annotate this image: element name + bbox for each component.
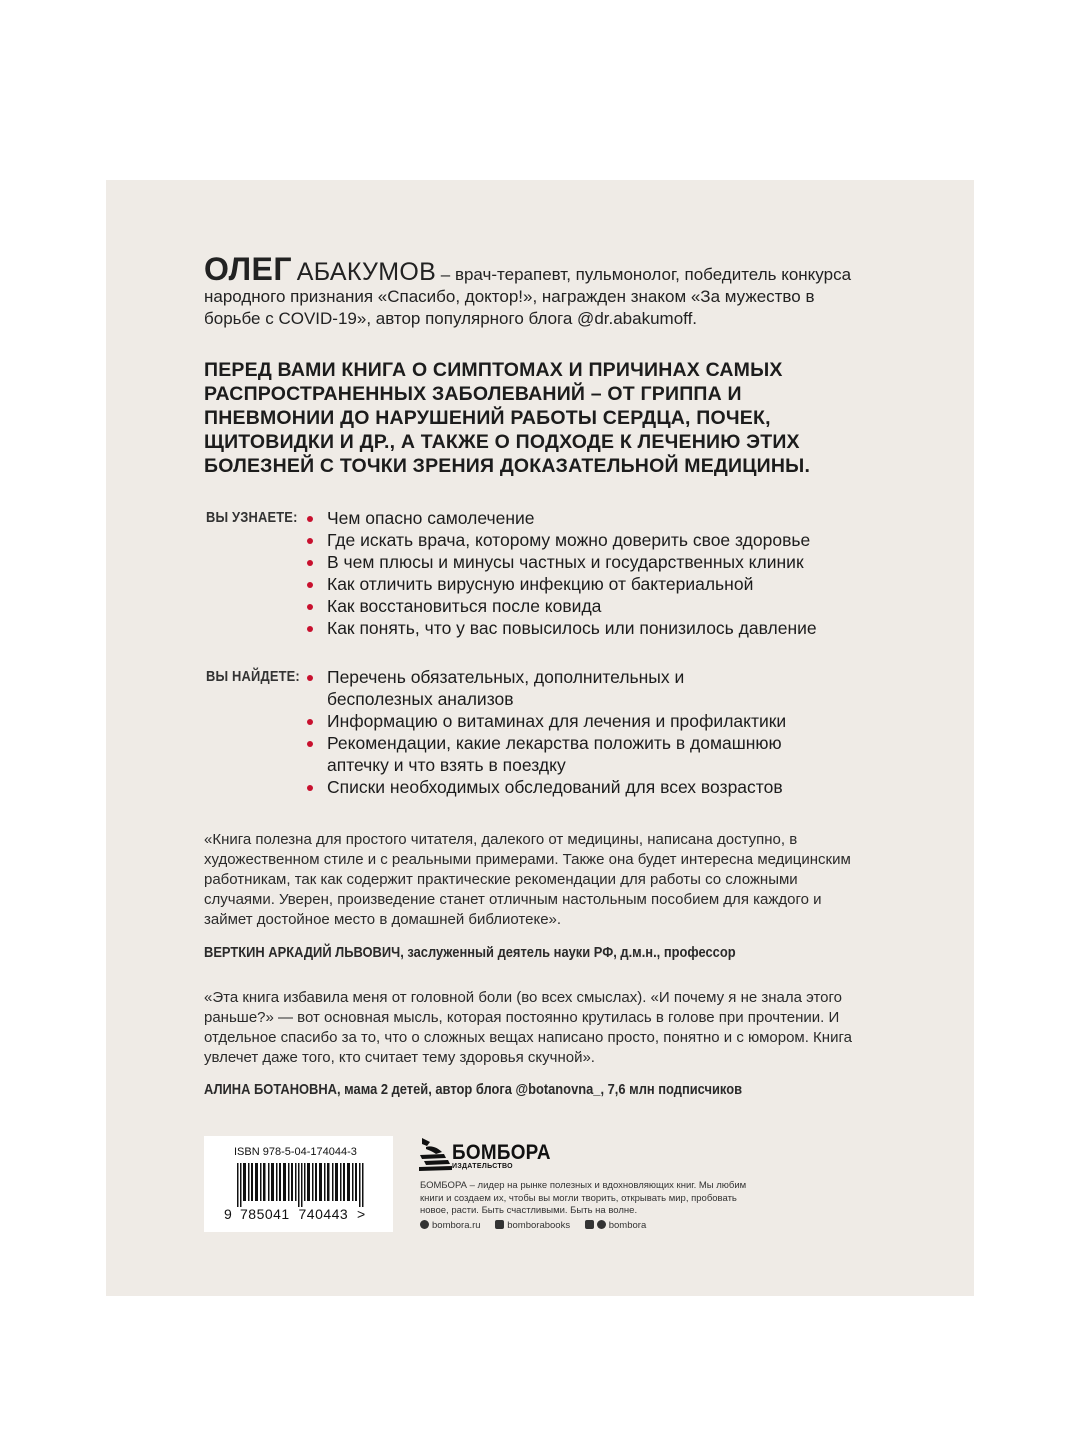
learn-section-label: ВЫ УЗНАЕТЕ: xyxy=(206,509,298,526)
telegram-icon xyxy=(597,1220,606,1229)
publisher-subtitle: ИЗДАТЕЛЬСТВО xyxy=(452,1163,513,1170)
bullet-icon xyxy=(307,626,313,632)
list-item: Как отличить вирусную инфекцию от бактериальной xyxy=(306,573,866,595)
list-item: Чем опасно самолечение xyxy=(306,507,866,529)
bullet-icon xyxy=(307,560,313,566)
bullet-icon xyxy=(307,516,313,522)
author-bio xyxy=(204,251,864,330)
publisher-name: БОМБОРА xyxy=(452,1141,551,1164)
bullet-icon xyxy=(307,741,313,747)
list-item: Как понять, что у вас повысилось или понизилось давление xyxy=(306,617,866,639)
vk-icon xyxy=(495,1220,504,1229)
bullet-icon xyxy=(307,719,313,725)
list-item: Списки необходимых обследований для всех возрастов xyxy=(306,776,887,798)
barcode-digits: 785041 740443 > xyxy=(240,1206,366,1222)
find-section-label: ВЫ НАЙДЕТЕ: xyxy=(206,668,300,685)
author-first-name: ОЛЕГ xyxy=(204,251,293,287)
list-item: Перечень обязательных, дополнительных и бесполезных анализов xyxy=(306,666,706,710)
review-quote-1: «Книга полезна для простого читателя, далекого от медицины, написана доступно, в художественном стиле и с реальными примерами. Также она будет интересна медицинским работникам, так как содержит практические рекомендации для работы со сложными случаями. Уверен, произведение станет отличным настольным пособием для каждого и займет достойное место в домашней библиотеке». xyxy=(204,831,851,928)
bullet-icon xyxy=(307,604,313,610)
social-site[interactable]: bombora.ru xyxy=(420,1220,481,1231)
barcode-icon xyxy=(237,1163,367,1207)
author-bio-text: – врач-терапевт, пульмонолог, победитель конкурса народного признания «Спасибо, доктор!», награжден знаком «За мужество в борьбе с COVID-19», автор популярного блога @dr.abakumoff. xyxy=(204,265,852,328)
list-item: В чем плюсы и минусы частных и государственных клиник xyxy=(306,551,866,573)
book-lead-text: ПЕРЕД ВАМИ КНИГА О СИМПТОМАХ И ПРИЧИНАХ САМЫХ РАСПРОСТРАНЕННЫХ ЗАБОЛЕВАНИЙ – ОТ ГРИППА И ПНЕВМОНИИ ДО НАРУШЕНИЙ РАБОТЫ СЕРДЦА, ПОЧЕК, ЩИТОВИДКИ И ДР., А ТАКЖЕ О ПОДХОДЕ К ЛЕЧЕНИЮ ЭТИХ БОЛЕЗНЕЙ С ТОЧКИ ЗРЕНИЯ ДОКАЗАТЕЛЬНОЙ МЕДИЦИНЫ. xyxy=(204,359,811,477)
globe-icon xyxy=(420,1220,429,1229)
list-item: Рекомендации, какие лекарства положить в домашнюю аптечку и что взять в поездку xyxy=(306,732,827,776)
list-item: Где искать врача, которому можно доверить свое здоровье xyxy=(306,529,866,551)
social-messengers[interactable]: bombora xyxy=(585,1220,647,1231)
isbn-text: ISBN 978-5-04-174044-3 xyxy=(234,1146,357,1158)
review-attribution-1: ВЕРТКИН АРКАДИЙ ЛЬВОВИЧ, заслуженный деятель науки РФ, д.м.н., профессор xyxy=(204,944,736,961)
list-item: Как восстановиться после ковида xyxy=(306,595,866,617)
barcode-first-digit: 9 xyxy=(224,1206,232,1222)
bullet-icon xyxy=(307,582,313,588)
youtube-icon xyxy=(585,1220,594,1229)
bullet-icon xyxy=(307,538,313,544)
social-vk[interactable]: bomborabooks xyxy=(495,1220,570,1231)
learn-list xyxy=(306,507,866,639)
barcode-panel xyxy=(204,1136,393,1232)
publisher-socials xyxy=(420,1220,658,1231)
review-quote-2: «Эта книга избавила меня от головной боли (во всех смыслах). «И почему я не знала этого раньше?» — вот основная мысль, которая постоянно крутилась в голове при прочтении. И отдельное спасибо за то, что о сложных вещах написано просто, понятно и с юмором. Книга увлечет даже того, кто считает тему здоровья скучной». xyxy=(204,989,852,1066)
bullet-icon xyxy=(307,675,313,681)
publisher-description: БОМБОРА – лидер на рынке полезных и вдохновляющих книг. Мы любим книги и создаем их, чтобы вы могли творить, открывать мир, пробовать новое, расти. Быть счастливыми. Быть на волне. xyxy=(420,1180,747,1216)
review-attribution-2: АЛИНА БОТАНОВНА, мама 2 детей, автор блога @botanovna_, 7,6 млн подписчиков xyxy=(204,1081,743,1098)
bullet-icon xyxy=(307,785,313,791)
find-list xyxy=(306,666,787,798)
list-item: Информацию о витаминах для лечения и профилактики xyxy=(306,710,887,732)
author-last-name: АБАКУМОВ xyxy=(296,258,437,286)
